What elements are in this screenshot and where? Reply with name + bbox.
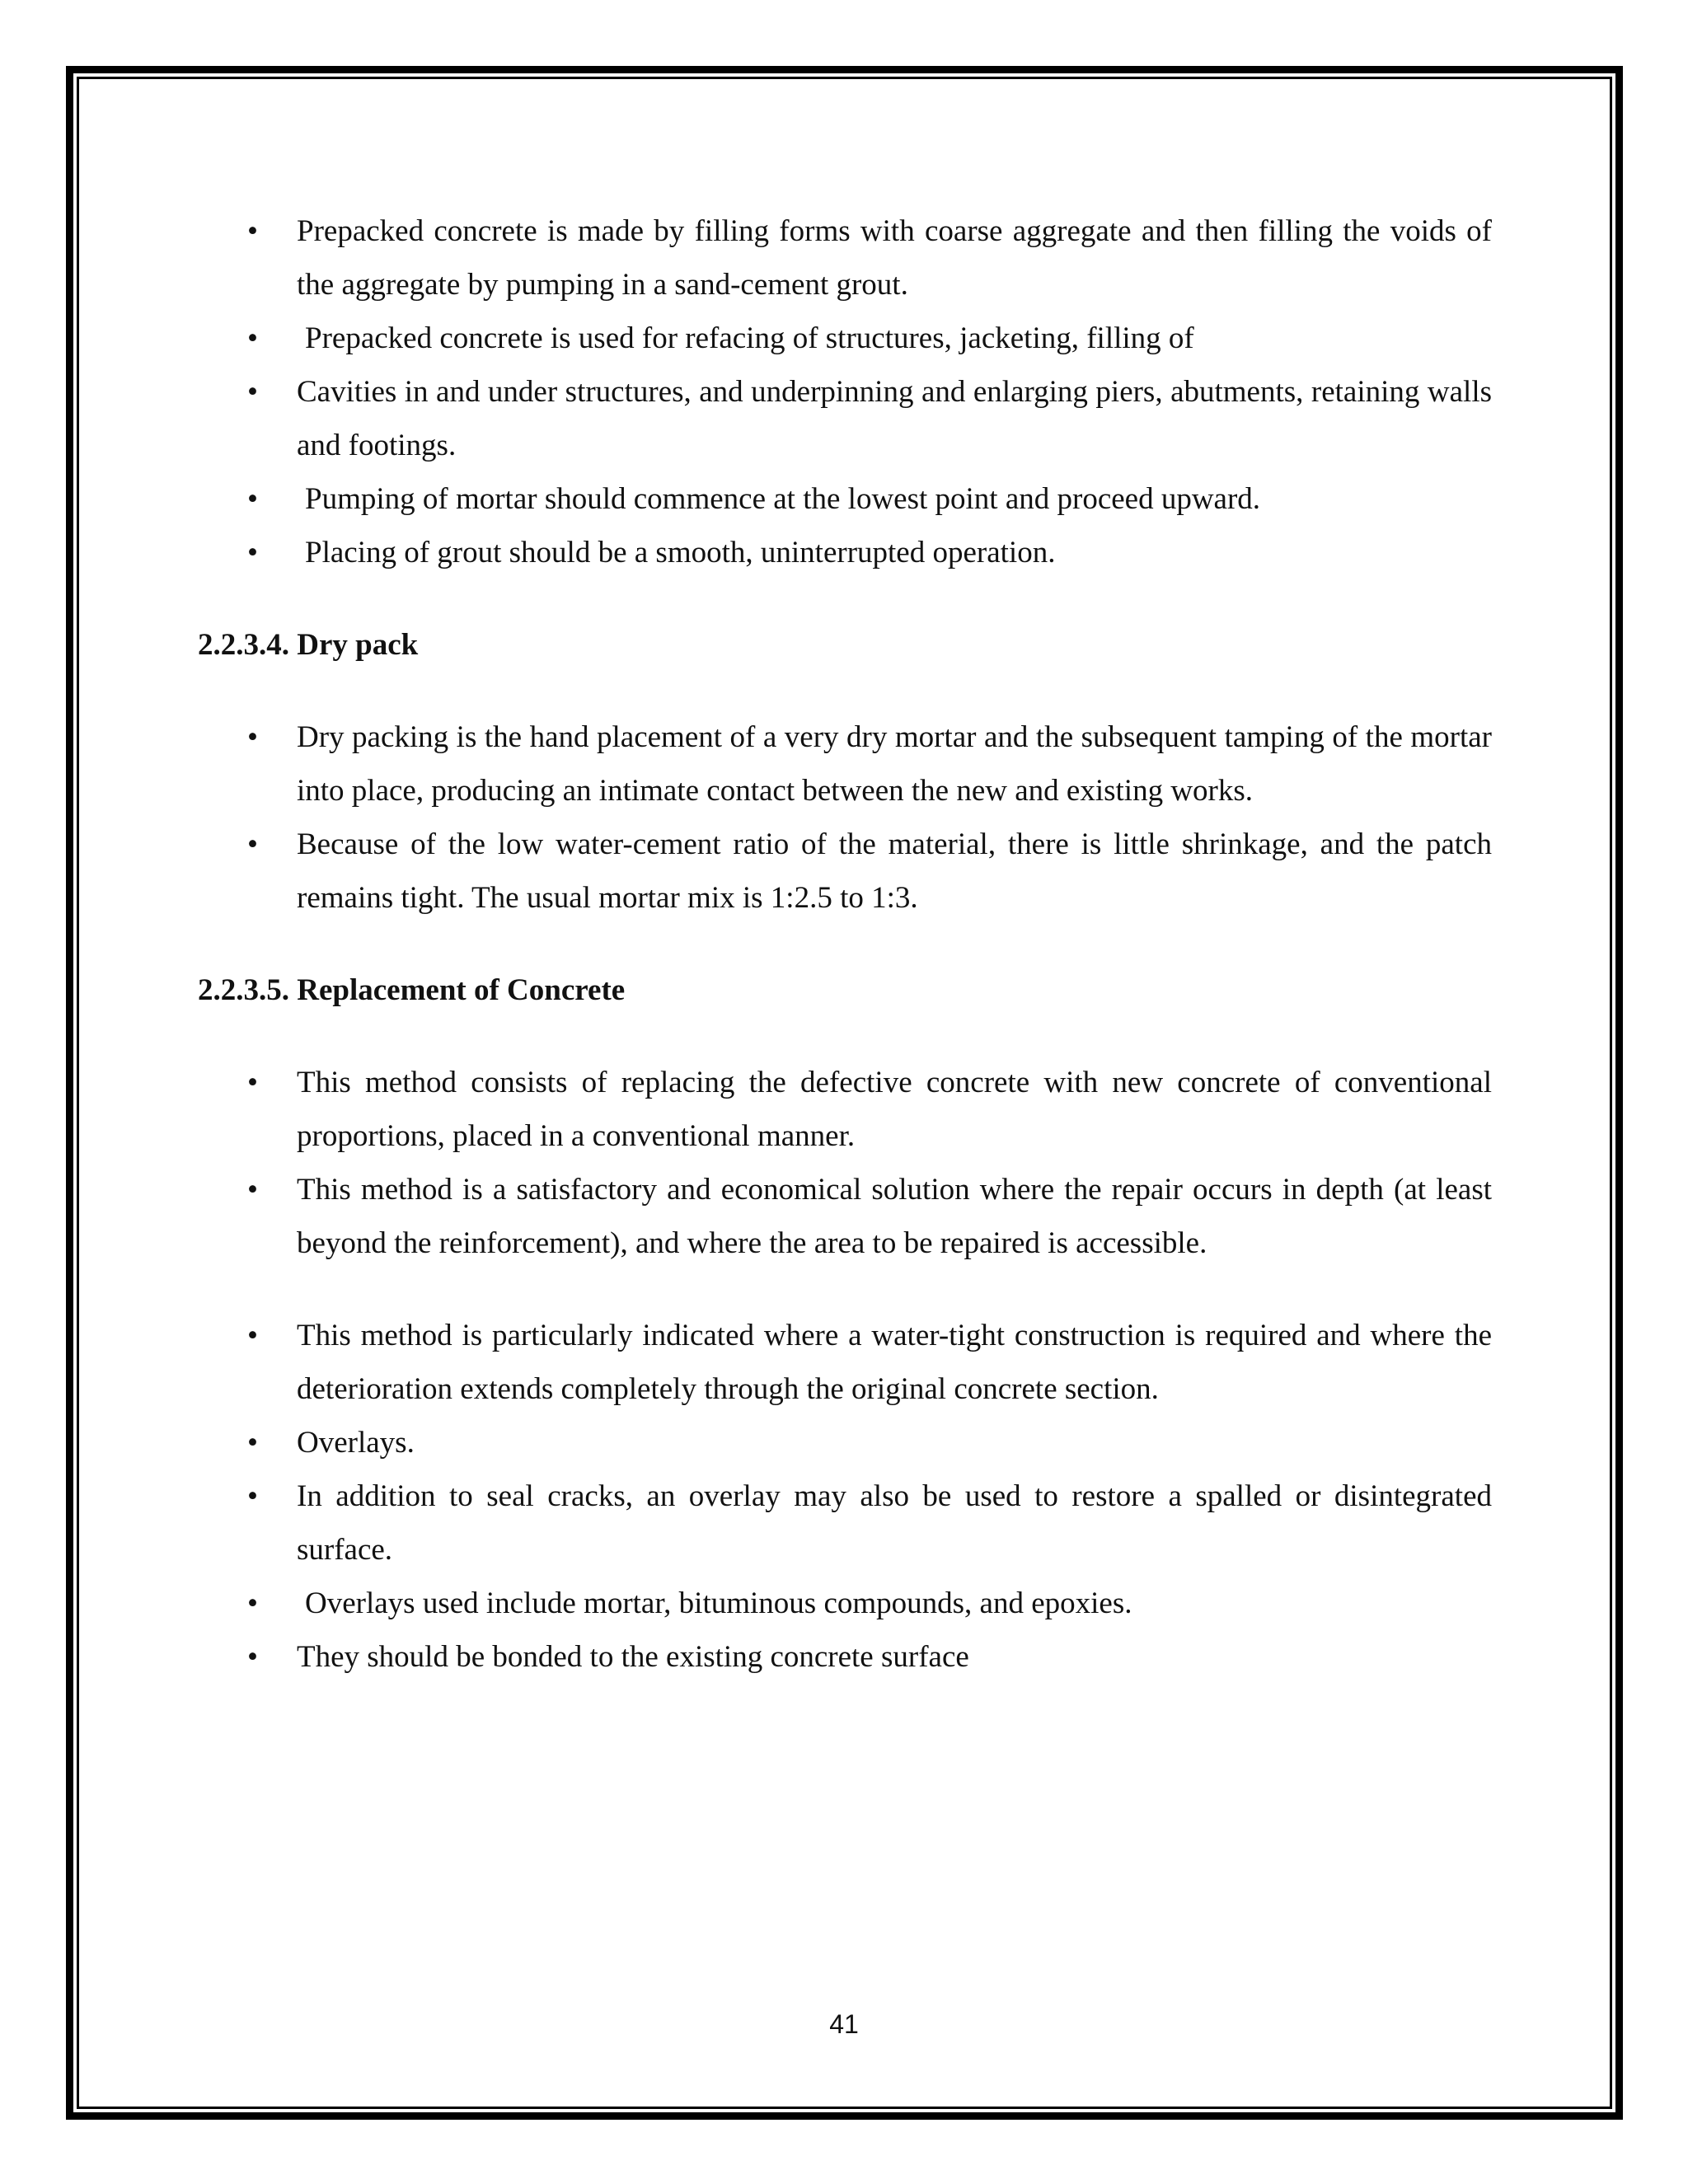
list-item <box>198 526 1492 579</box>
section-heading-replacement-of-concrete: 2.2.3.5. Replacement of Concrete <box>198 973 626 1007</box>
list-item-text: This method consists of replacing the defective concrete with new concrete of conventional proportions, placed in a conventional manner. <box>297 1066 1492 1153</box>
list-item <box>198 1577 1492 1630</box>
list-item <box>198 312 1492 365</box>
list-item <box>198 818 1492 925</box>
list-item-text: Cavities in and under structures, and underpinning and enlarging piers, abutments, retaining walls and footings. <box>297 375 1492 462</box>
list-item-text: Dry packing is the hand placement of a very dry mortar and the subsequent tamping of the mortar into place, producing an intimate contact between the new and existing works. <box>297 720 1492 808</box>
list-item-text: Because of the low water-cement ratio of the material, there is little shrinkage, and the patch remains tight. The usual mortar mix is 1:2.5 to 1:3. <box>297 827 1492 915</box>
list-item-text: Pumping of mortar should commence at the lowest point and proceed upward. <box>305 482 1261 516</box>
list-item-text: This method is a satisfactory and economical solution where the repair occurs in depth (at least beyond the reinforcement), and where the area to be repaired is accessible. <box>297 1173 1492 1260</box>
bullet-icon: • <box>247 1319 258 1352</box>
bullet-icon: • <box>247 827 258 861</box>
list-item <box>198 1416 1492 1469</box>
bullet-icon: • <box>247 482 258 516</box>
bullet-icon: • <box>247 321 258 355</box>
bullet-list-replacement-2 <box>198 1309 1492 1684</box>
list-item-text: Prepacked concrete is made by filling forms with coarse aggregate and then filling the voids of the aggregate by pumping in a sand-cement grout. <box>297 214 1492 302</box>
bullet-icon: • <box>247 375 258 409</box>
bullet-icon: • <box>247 720 258 754</box>
list-item <box>198 710 1492 818</box>
list-item-text: Prepacked concrete is used for refacing of structures, jacketing, filling of <box>305 321 1194 355</box>
bullet-list-replacement-1 <box>198 1056 1492 1270</box>
list-item-text: Overlays used include mortar, bituminous compounds, and epoxies. <box>305 1586 1132 1620</box>
bullet-icon: • <box>247 1426 258 1460</box>
page-number: 41 <box>829 2009 859 2039</box>
list-item-text: Placing of grout should be a smooth, uninterrupted operation. <box>305 536 1056 569</box>
list-item-text: They should be bonded to the existing concrete surface <box>297 1640 969 1674</box>
list-item <box>198 204 1492 312</box>
bullet-icon: • <box>247 536 258 569</box>
list-item-text: In addition to seal cracks, an overlay may also be used to restore a spalled or disintegrated surface. <box>297 1479 1492 1567</box>
bullet-list-prepacked <box>198 204 1492 579</box>
list-item <box>198 1163 1492 1270</box>
bullet-icon: • <box>247 1173 258 1207</box>
list-item <box>198 1056 1492 1163</box>
list-item-text: This method is particularly indicated where a water-tight construction is required and where the deterioration extends completely through the original concrete section. <box>297 1319 1492 1406</box>
page-content <box>198 204 1492 1684</box>
section-heading-dry-pack: 2.2.3.4. Dry pack <box>198 628 419 662</box>
bullet-list-dry-pack <box>198 710 1492 925</box>
list-item <box>198 1469 1492 1577</box>
bullet-icon: • <box>247 1640 258 1674</box>
list-item <box>198 365 1492 472</box>
bullet-icon: • <box>247 1479 258 1513</box>
list-item <box>198 472 1492 526</box>
bullet-icon: • <box>247 1586 258 1620</box>
list-item <box>198 1630 1492 1684</box>
bullet-icon: • <box>247 214 258 248</box>
list-item <box>198 1309 1492 1416</box>
list-item-text: Overlays. <box>297 1426 415 1460</box>
bullet-icon: • <box>247 1066 258 1099</box>
